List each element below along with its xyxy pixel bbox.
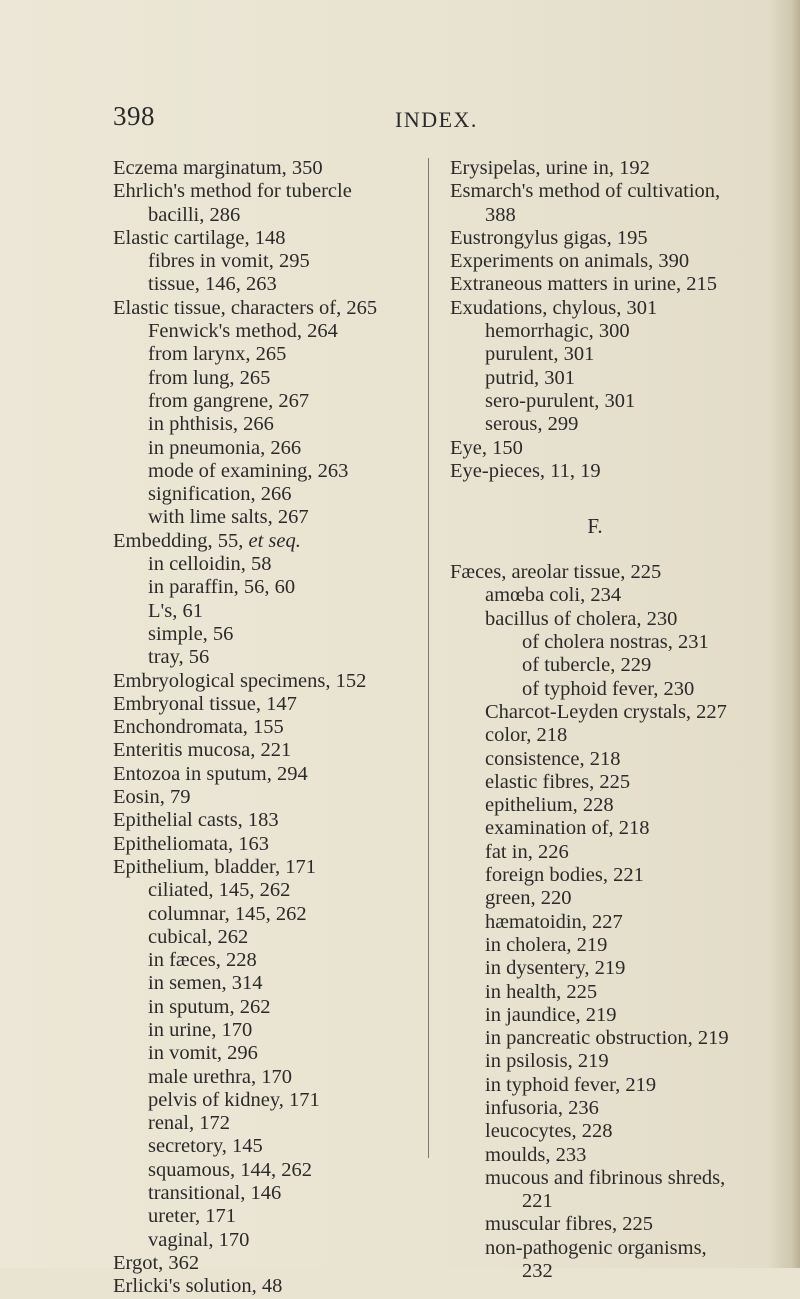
- index-entry: [450, 1190, 770, 1213]
- index-entry: [113, 1066, 413, 1089]
- index-entry: [113, 879, 413, 902]
- index-entry-text: color, 218: [485, 724, 568, 747]
- index-entry: [113, 1229, 413, 1252]
- index-entry-text: in pneumonia, 266: [148, 436, 302, 459]
- index-entry-text: green, 220: [485, 887, 572, 910]
- index-entry-text: Ehrlich's method for tubercle: [113, 180, 352, 203]
- index-entry-text: Esmarch's method of cultivation,: [450, 180, 721, 203]
- index-entry: [450, 204, 770, 227]
- index-entry-text: sero-purulent, 301: [485, 389, 636, 412]
- index-entry: [113, 297, 413, 320]
- index-entry-text: in jaundice, 219: [485, 1003, 617, 1026]
- index-entry: [450, 817, 770, 840]
- index-entry: [113, 180, 413, 203]
- index-entry-text: of typhoid fever, 230: [522, 677, 695, 700]
- index-entry-text: of tubercle, 229: [522, 654, 652, 677]
- index-entry-text: infusoria, 236: [485, 1096, 599, 1119]
- index-entry: [450, 273, 770, 296]
- index-entry-text: bacilli, 286: [148, 203, 241, 226]
- index-entry-text: non-pathogenic organisms,: [485, 1236, 707, 1259]
- index-entry: [450, 1260, 770, 1283]
- index-entry-text: in phthisis, 266: [148, 413, 274, 436]
- index-entry-italic: et seq.: [248, 529, 301, 552]
- index-entry-text: simple, 56: [148, 622, 234, 645]
- index-entry: [450, 1027, 770, 1050]
- index-entry-text: muscular fibres, 225: [485, 1213, 653, 1236]
- index-entry: [450, 561, 770, 584]
- index-entry-text: purulent, 301: [485, 343, 595, 366]
- index-entry: [450, 981, 770, 1004]
- index-entry-text: Eosin, 79: [113, 786, 191, 809]
- index-entry-text: in cholera, 219: [485, 933, 608, 956]
- index-entry-text: in paraffin, 56, 60: [148, 576, 296, 599]
- index-entry: [450, 631, 770, 654]
- index-entry: [113, 1089, 413, 1112]
- index-entry-text: hemorrhagic, 300: [485, 320, 630, 343]
- index-entry: [113, 739, 413, 762]
- index-entry: [450, 1167, 770, 1190]
- index-entry: [113, 1042, 413, 1065]
- index-entry-text: Erlicki's solution, 48: [113, 1275, 283, 1298]
- index-entry-text: with lime salts, 267: [148, 506, 309, 529]
- index-entry: [113, 1275, 413, 1298]
- index-entry-text: in urine, 170: [148, 1018, 253, 1041]
- index-entry: [113, 856, 413, 879]
- index-entry: [450, 297, 770, 320]
- index-entry-text: Elastic cartilage, 148: [113, 226, 286, 249]
- index-entry: [113, 530, 413, 553]
- index-entry: [450, 724, 770, 747]
- index-entry-text: Eustrongylus gigas, 195: [450, 226, 648, 249]
- index-entry: [113, 1182, 413, 1205]
- index-group-e-continued: [450, 157, 770, 483]
- index-entry: [113, 553, 413, 576]
- index-entry: [450, 250, 770, 273]
- index-entry: [113, 646, 413, 669]
- column-divider: [428, 158, 429, 1158]
- index-entry-text: serous, 299: [485, 413, 579, 436]
- index-entry-text: squamous, 144, 262: [148, 1158, 312, 1181]
- index-entry-text: Erysipelas, urine in, 192: [450, 157, 650, 179]
- index-entry-text: Exudations, chylous, 301: [450, 296, 658, 319]
- index-entry: [113, 1205, 413, 1228]
- index-entry: [113, 1019, 413, 1042]
- index-entry: [113, 204, 413, 227]
- page-title: INDEX.: [395, 107, 478, 132]
- index-entry-text: Epithelium, bladder, 171: [113, 855, 316, 878]
- index-entry: [450, 367, 770, 390]
- index-entry-text: 221: [522, 1190, 553, 1213]
- index-entry: [450, 911, 770, 934]
- index-entry-text: in pancreatic obstruction, 219: [485, 1027, 729, 1050]
- index-entry-text: renal, 172: [148, 1112, 230, 1135]
- page-number: 398: [113, 101, 155, 131]
- section-heading: F.: [587, 514, 603, 539]
- index-entry: [113, 576, 413, 599]
- index-entry: [113, 926, 413, 949]
- index-entry-text: bacillus of cholera, 230: [485, 607, 678, 630]
- index-entry-text: of cholera nostras, 231: [522, 631, 709, 654]
- index-entry-text: Eczema marginatum, 350: [113, 157, 323, 179]
- index-entry-text: in sputum, 262: [148, 995, 271, 1018]
- index-entry-text: pelvis of kidney, 171: [148, 1088, 320, 1111]
- index-entry: [113, 460, 413, 483]
- index-entry: [113, 996, 413, 1019]
- index-entry: [113, 250, 413, 273]
- index-entry: [450, 864, 770, 887]
- index-entry-text: male urethra, 170: [148, 1065, 293, 1088]
- index-entry: [450, 227, 770, 250]
- index-entry: [113, 1135, 413, 1158]
- index-entry: [113, 623, 413, 646]
- index-entry-text: from gangrene, 267: [148, 389, 310, 412]
- index-entry-text: mode of examining, 263: [148, 459, 349, 482]
- index-entry-text: from lung, 265: [148, 366, 271, 389]
- index-entry-text: Charcot-Leyden crystals, 227: [485, 700, 727, 723]
- index-entry: [113, 157, 413, 180]
- index-entry-text: tissue, 146, 263: [148, 273, 277, 296]
- index-entry-text: ureter, 171: [148, 1205, 236, 1228]
- index-column-left: [113, 157, 413, 1299]
- index-entry-text: Elastic tissue, characters of, 265: [113, 296, 378, 319]
- index-entry-text: in typhoid fever, 219: [485, 1073, 657, 1096]
- index-entry-text: foreign bodies, 221: [485, 864, 644, 887]
- index-entry: [113, 903, 413, 926]
- index-entry: [450, 1144, 770, 1167]
- index-entry-text: Fenwick's method, 264: [148, 320, 338, 343]
- index-entry-text: Experiments on animals, 390: [450, 250, 690, 273]
- index-entry-text: Eye-pieces, 11, 19: [450, 459, 601, 482]
- index-entry: [450, 437, 770, 460]
- index-entry: [450, 413, 770, 436]
- index-entry: [450, 1050, 770, 1073]
- index-entry-text: mucous and fibrinous shreds,: [485, 1166, 726, 1189]
- index-entry: [113, 670, 413, 693]
- index-entry-text: Fæces, areolar tissue, 225: [450, 561, 662, 584]
- index-entry-text: in vomit, 296: [148, 1042, 258, 1065]
- index-entry: [450, 841, 770, 864]
- index-entry-text: moulds, 233: [485, 1143, 587, 1166]
- index-entry-text: Eye, 150: [450, 436, 523, 459]
- index-entry-text: signification, 266: [148, 483, 292, 506]
- index-entry-text: in dysentery, 219: [485, 957, 626, 980]
- index-entry-text: examination of, 218: [485, 817, 650, 840]
- index-entry-text: fibres in vomit, 295: [148, 250, 310, 273]
- index-entry: [450, 1004, 770, 1027]
- index-entry-text: vaginal, 170: [148, 1228, 250, 1251]
- index-entry: [113, 600, 413, 623]
- index-entry-text: Ergot, 362: [113, 1251, 200, 1274]
- index-entry-text: hæmatoidin, 227: [485, 910, 623, 933]
- index-entry-text: L's, 61: [148, 599, 203, 622]
- index-entry-text: in psilosis, 219: [485, 1050, 609, 1073]
- index-entry-text: Enteritis mucosa, 221: [113, 739, 292, 762]
- index-entry: [113, 320, 413, 343]
- index-entry-text: transitional, 146: [148, 1182, 282, 1205]
- index-entry-text: Embryonal tissue, 147: [113, 692, 297, 715]
- index-entry: [450, 157, 770, 180]
- index-entry: [450, 1213, 770, 1236]
- index-entry: [113, 437, 413, 460]
- index-entry: [450, 748, 770, 771]
- index-entry-text: ciliated, 145, 262: [148, 879, 291, 902]
- index-entry: [450, 1120, 770, 1143]
- index-entry: [113, 833, 413, 856]
- index-entry: [450, 608, 770, 631]
- index-entry: [450, 1237, 770, 1260]
- index-entry: [450, 771, 770, 794]
- index-entry: [450, 584, 770, 607]
- page-header: [0, 101, 800, 141]
- index-entry-text: Enchondromata, 155: [113, 716, 284, 739]
- index-entry: [113, 809, 413, 832]
- index-entry-text: Extraneous matters in urine, 215: [450, 273, 718, 296]
- index-entry: [113, 763, 413, 786]
- index-entry: [450, 460, 770, 483]
- index-entry: [113, 1159, 413, 1182]
- index-entry: [450, 390, 770, 413]
- index-entry-text: 388: [485, 203, 516, 226]
- index-entry-text: Epithelial casts, 183: [113, 809, 279, 832]
- index-entry-text: fat in, 226: [485, 840, 569, 863]
- index-entry: [450, 654, 770, 677]
- index-entry-text: Embedding, 55,: [113, 529, 249, 552]
- index-entry: [450, 1097, 770, 1120]
- index-entry-text: in health, 225: [485, 980, 598, 1003]
- index-group-f: [450, 561, 770, 1283]
- index-entry-text: columnar, 145, 262: [148, 902, 307, 925]
- index-entry: [450, 320, 770, 343]
- index-entry-text: epithelium, 228: [485, 794, 614, 817]
- index-entry: [450, 1074, 770, 1097]
- index-entry: [113, 483, 413, 506]
- index-entry-text: Epitheliomata, 163: [113, 832, 269, 855]
- index-entry: [113, 506, 413, 529]
- index-entry-text: cubical, 262: [148, 925, 249, 948]
- index-entry: [113, 367, 413, 390]
- index-entry: [113, 1112, 413, 1135]
- index-entry-text: secretory, 145: [148, 1135, 263, 1158]
- index-entry: [450, 887, 770, 910]
- index-entry: [450, 957, 770, 980]
- index-entry-text: putrid, 301: [485, 366, 575, 389]
- index-entry-text: tray, 56: [148, 646, 210, 669]
- index-entry: [113, 227, 413, 250]
- index-entry: [113, 949, 413, 972]
- index-entry-text: Embryological specimens, 152: [113, 669, 367, 692]
- index-entry: [113, 413, 413, 436]
- index-entry: [113, 1252, 413, 1275]
- index-entry: [113, 390, 413, 413]
- index-column-right: [450, 157, 770, 1283]
- index-entry: [113, 716, 413, 739]
- index-entry: [450, 343, 770, 366]
- index-entry: [113, 693, 413, 716]
- index-entry: [450, 701, 770, 724]
- index-entry-text: in celloidin, 58: [148, 553, 272, 576]
- index-entry-text: amœba coli, 234: [485, 584, 622, 607]
- index-entry-text: elastic fibres, 225: [485, 770, 631, 793]
- index-entry-text: consistence, 218: [485, 747, 621, 770]
- index-entry: [450, 678, 770, 701]
- index-entry: [113, 273, 413, 296]
- index-entry-text: Entozoa in sputum, 294: [113, 762, 308, 785]
- index-entry-text: in semen, 314: [148, 972, 263, 995]
- index-entry-text: in fæces, 228: [148, 949, 257, 972]
- index-entry-text: from larynx, 265: [148, 343, 287, 366]
- index-entry: [450, 794, 770, 817]
- index-entry: [113, 972, 413, 995]
- index-entry-text: leucocytes, 228: [485, 1120, 613, 1143]
- index-entry: [113, 343, 413, 366]
- index-entry: [450, 934, 770, 957]
- index-entry-text: 232: [522, 1260, 553, 1283]
- index-entry: [113, 786, 413, 809]
- index-entry: [450, 180, 770, 203]
